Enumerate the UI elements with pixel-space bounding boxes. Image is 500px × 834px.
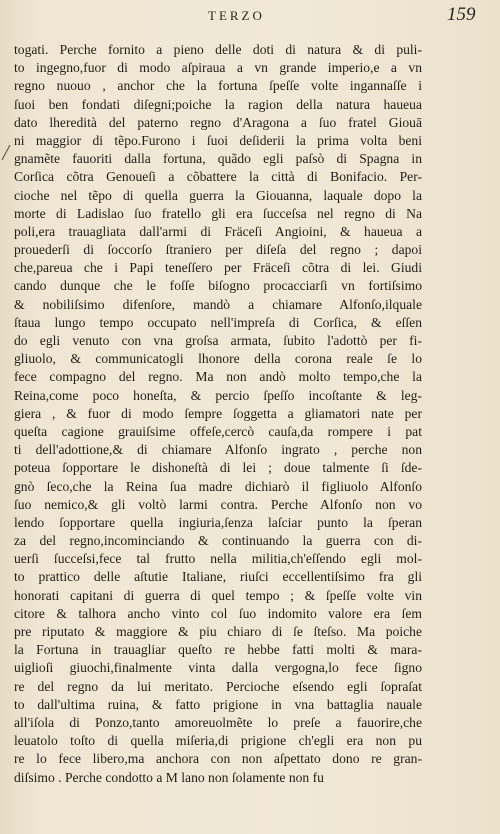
text-line: che,pareua che i Papi teneſſero per Fräceſi cõtra di lei. Giudi (14, 260, 422, 276)
text-line: ſuo nemico,& gli voltò larmi contra. Perche Alfonſo non vo (14, 496, 422, 512)
text-line: all'iſola di Ponzo,tanto amoreuolmẽte lo preſe a fauorire,che (14, 714, 422, 730)
text-line: morte di Ladislao ſuo fratello gli era ſucceſsa nel regno di Na (14, 205, 422, 221)
text-line: to dall'ultima ruina, & fatto prigione in vna battaglia nauale (14, 696, 422, 712)
text-line: to prattico delle aſtutie Italiane, riuſci eccellentiſsimo fra gli (14, 569, 422, 585)
text-line: togati. Perche fornito a pieno delle doti di natura & di puli- (14, 42, 422, 57)
text-line: poteua ſopportare le dishoneſtà di lei ; doue talmente ſi ſde- (14, 460, 422, 476)
text-line: honorati capitani di guerra di quel tempo ; & ſpeſſe volte vin (14, 587, 422, 603)
text-line: ti dell'adottione,& di chiamare Alfonſo ingrato , perche non (14, 442, 422, 458)
text-line: poli,era trauagliata dall'armi di Fräceſi Angioini, & haueua a (14, 223, 422, 239)
text-line: gliuolo, & communicatogli lhonore della corona reale ſe lo (14, 351, 422, 367)
text-line: queſta cagione grauiſsime offeſe,cercò cauſa,da rompere i pat (14, 423, 422, 439)
text-line: pre riputato & maggiore & piu chiaro di ſe ſteſso. Ma poiche (14, 624, 422, 639)
text-line: ſuoi ben fondati diſegni;poiche la ragion della natura haueua (14, 96, 422, 112)
text-line: fece compagno del regno. Ma non andò molto tempo,che la (14, 369, 422, 385)
text-line: Reina,come poco honeſta, & percio ſpeſſo incoſtante & leg- (14, 387, 422, 403)
text-line: lendo ſopportare quella ingiuria,ſenza laſciar punto la ſperan (14, 514, 422, 530)
text-line: uerſi ſucceſsi,fece tal frutto nella militia,ch'eſſendo egli mol- (14, 551, 422, 567)
text-line: cioche nel tẽpo di quella guerra la Giouanna, laquale dopo la (14, 187, 422, 203)
text-line: giera , & fuor di modo ſempre ſoggetta a gliamatori nate per (14, 405, 422, 421)
text-line: dato lheredità del paterno regno d'Aragona a ſuo fratel Giouā (14, 114, 422, 130)
text-line: re lo fece libero,ma anchora con non aſpettato dono re gran- (14, 751, 422, 767)
text-line: ni maggior di tẽpo.Furono i ſuoi deſiderii la prima volta beni (14, 132, 422, 148)
text-line: & nobiliſsimo difenſore, mandò a chiamare Alfonſo,ilquale (14, 296, 422, 312)
text-line: regno nuouo , anchor che la fortuna ſpeſſe volte ingannaſſe i (14, 78, 422, 94)
text-line: uiglioſi giuochi,finalmente vinta dalla vergogna,lo fece ſigno (14, 660, 422, 676)
text-line: cando dunque che le foſſe biſogno procacciarſi vn fortiſsimo (14, 278, 422, 294)
margin-mark (1, 143, 11, 161)
text-line: do egli venuto con vna groſsa armata, ſubito l'adottò per fi- (14, 333, 422, 348)
body-text (14, 41, 422, 787)
page-header (0, 4, 500, 30)
text-line: prouederſi di ſoccorſo ſtraniero per diſeſa del regno ; dapoi (14, 242, 422, 258)
text-line: citore & talhora ancho vinto col ſuo indomito valore era ſem (14, 605, 422, 621)
text-line: re del regno da lui meritato. Percioche eſsendo egli ſopraſat (14, 678, 422, 694)
text-line: za del regno,incominciando & continuando la guerra con di- (14, 533, 422, 549)
text-line: gnamẽte fauoriti dalla fortuna, quãdo egli paſsò di Spagna in (14, 151, 422, 167)
running-head: TERZO (208, 8, 265, 23)
text-line: la Fortuna in trauagliar queſto re hebbe fatti molti & mara- (14, 642, 422, 658)
text-line: ſtaua lungo tempo occupato nell'impreſa di Corſica, & eſſen (14, 314, 422, 330)
text-line: diſsimo . Perche condotto a M lano non ſolamente non fu (14, 769, 324, 785)
text-line: Corſica cõtra Genoueſi a cõbattere la città di Bonifacio. Per- (14, 169, 422, 185)
page-number: 159 (447, 4, 476, 25)
text-line: leuatolo toſto di quella miſeria,di prigione ch'egli era non pu (14, 733, 422, 749)
text-line: gnò ſeco,che la Reina ſua madre dichiarò il figliuolo Alfonſo (14, 478, 422, 494)
text-line: to ingegno,fuor di modo aſpiraua a vn grande imperio,e a vn (14, 60, 422, 76)
